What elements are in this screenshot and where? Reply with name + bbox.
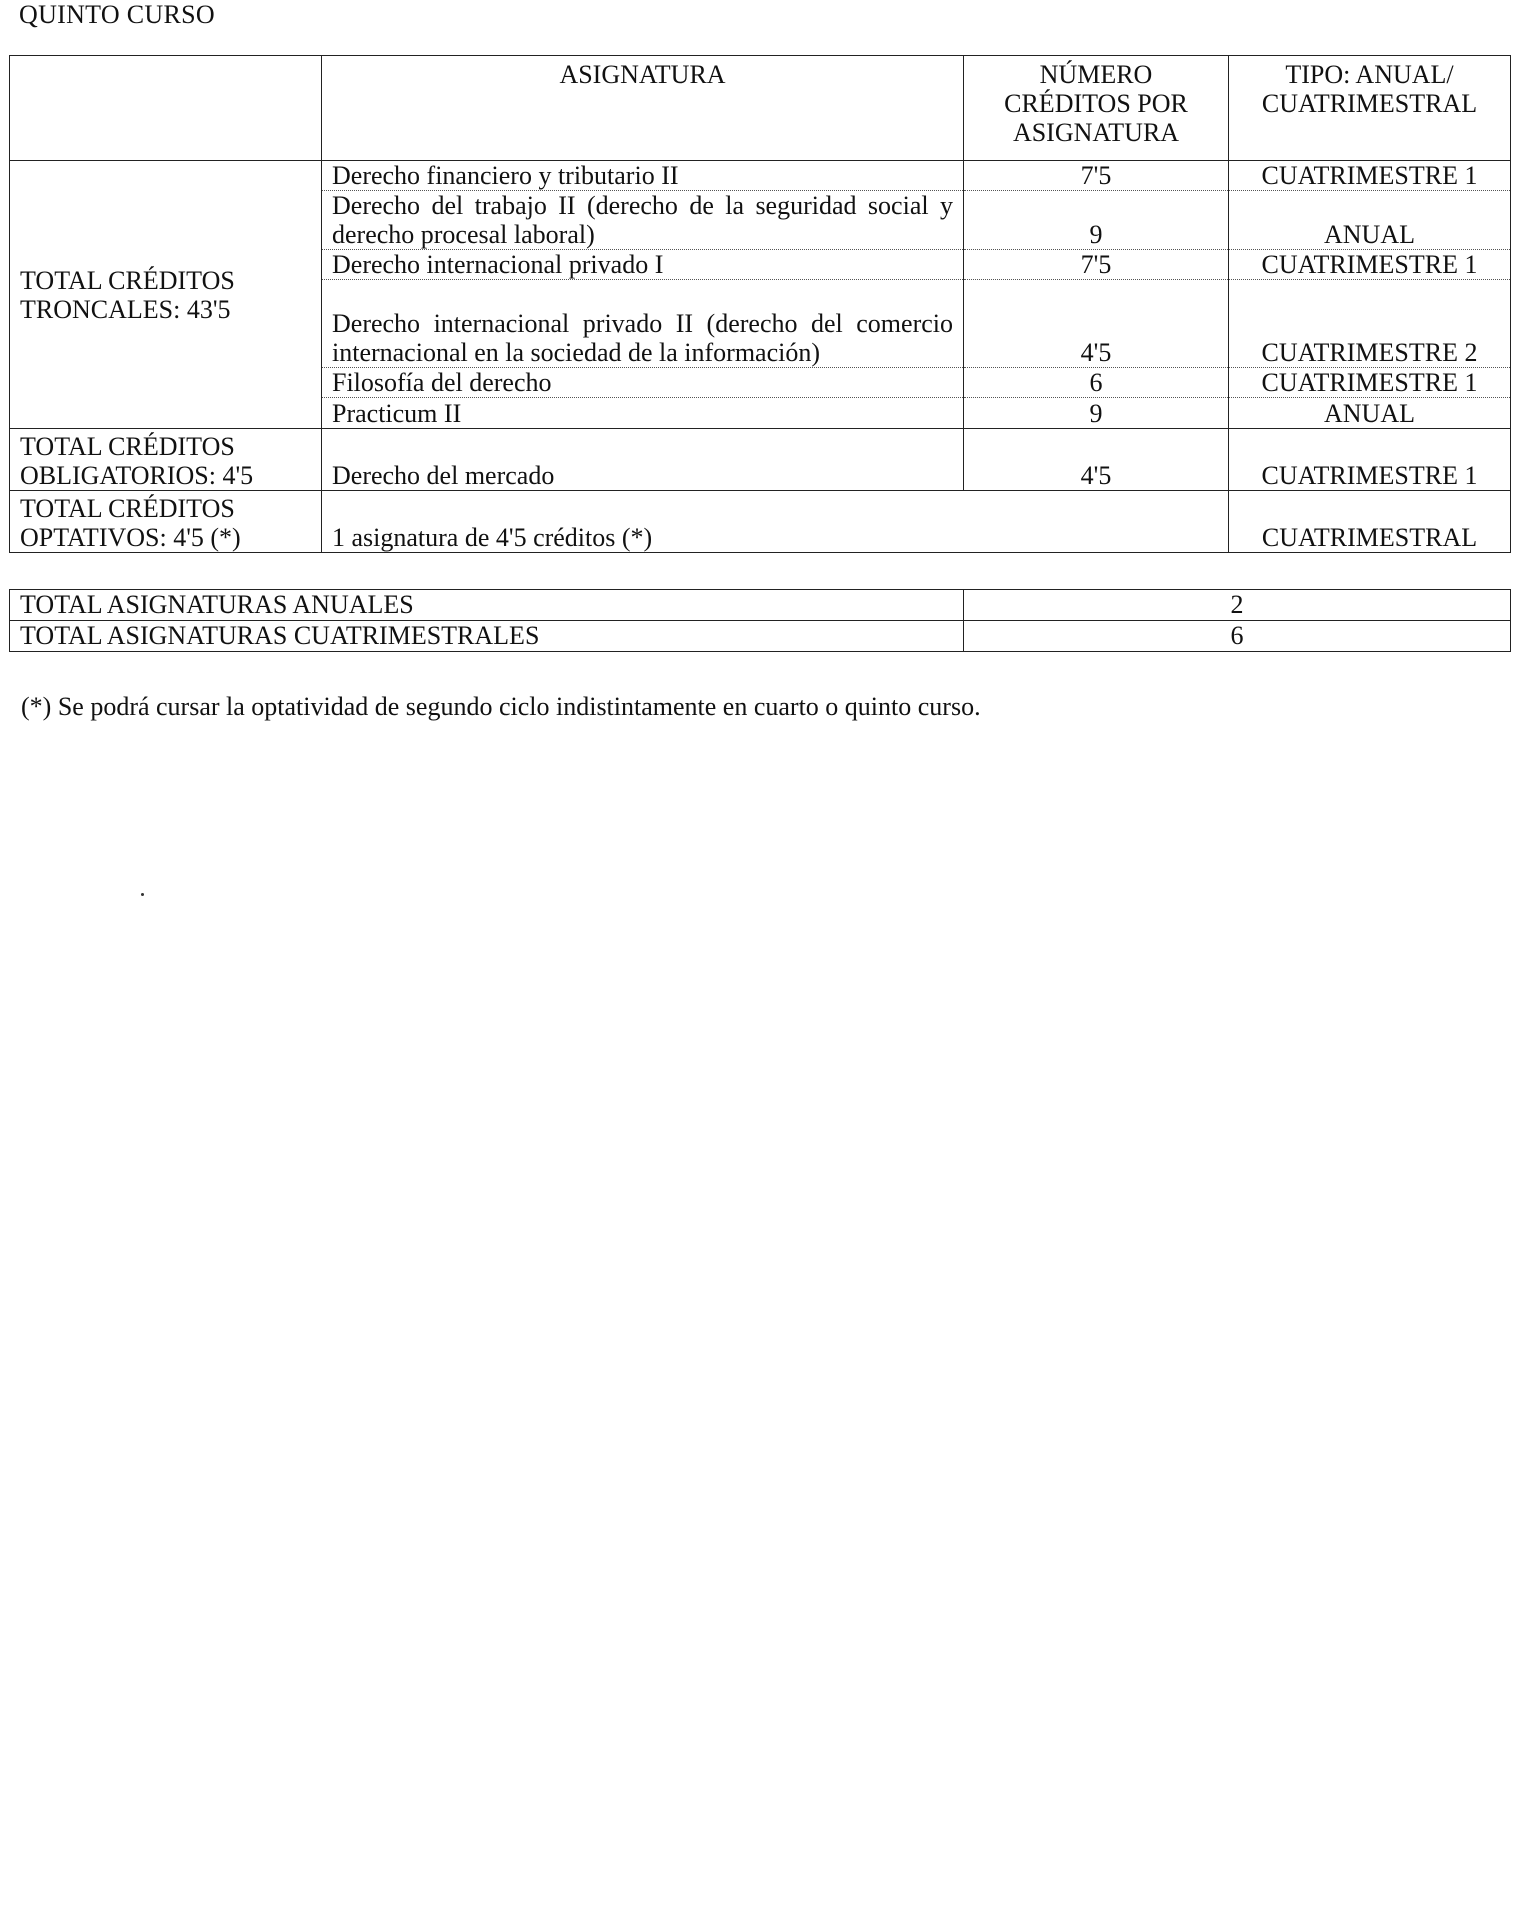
group-troncales: TOTAL CRÉDITOS TRONCALES: 43'5 bbox=[10, 161, 322, 429]
header-type: TIPO: ANUAL/ CUATRIMESTRAL bbox=[1229, 56, 1511, 161]
type-cell: CUATRIMESTRAL bbox=[1229, 491, 1511, 553]
subject-cell: Derecho financiero y tributario II bbox=[322, 161, 964, 191]
type-cell: ANUAL bbox=[1229, 398, 1511, 429]
subject-cell: Filosofía del derecho bbox=[322, 368, 964, 398]
credits-cell: 7'5 bbox=[964, 250, 1229, 280]
summary-value: 6 bbox=[964, 621, 1511, 652]
credits-cell: 9 bbox=[964, 398, 1229, 429]
page-title: QUINTO CURSO bbox=[19, 0, 215, 29]
type-cell: CUATRIMESTRE 1 bbox=[1229, 250, 1511, 280]
summary-value: 2 bbox=[964, 590, 1511, 621]
credits-cell bbox=[964, 491, 1229, 553]
subject-cell: Derecho internacional privado I bbox=[322, 250, 964, 280]
summary-table bbox=[9, 589, 1511, 652]
header-subject: ASIGNATURA bbox=[322, 56, 964, 161]
header-credits: NÚMERO CRÉDITOS POR ASIGNATURA bbox=[964, 56, 1229, 161]
type-cell: CUATRIMESTRE 1 bbox=[1229, 368, 1511, 398]
summary-row bbox=[10, 590, 1511, 621]
type-cell: CUATRIMESTRE 1 bbox=[1229, 161, 1511, 191]
credits-cell: 4'5 bbox=[964, 429, 1229, 491]
credits-cell: 7'5 bbox=[964, 161, 1229, 191]
subject-cell: Derecho del trabajo II (derecho de la seguridad social y derecho procesal laboral) bbox=[322, 191, 964, 250]
summary-label: TOTAL ASIGNATURAS ANUALES bbox=[10, 590, 964, 621]
subject-cell: Practicum II bbox=[322, 398, 964, 429]
summary-label: TOTAL ASIGNATURAS CUATRIMESTRALES bbox=[10, 621, 964, 652]
credits-cell: 9 bbox=[964, 191, 1229, 250]
type-cell: CUATRIMESTRE 1 bbox=[1229, 429, 1511, 491]
table-header-row bbox=[10, 56, 1511, 161]
group-optativos: TOTAL CRÉDITOS OPTATIVOS: 4'5 (*) bbox=[10, 491, 322, 553]
credits-cell: 4'5 bbox=[964, 280, 1229, 368]
scan-speck bbox=[141, 893, 144, 896]
subject-cell: Derecho del mercado bbox=[322, 429, 964, 491]
type-cell: ANUAL bbox=[1229, 191, 1511, 250]
subject-cell: Derecho internacional privado II (derecho del comercio internacional en la sociedad de la información) bbox=[322, 280, 964, 368]
type-cell: CUATRIMESTRE 2 bbox=[1229, 280, 1511, 368]
table-row bbox=[10, 161, 1511, 191]
footnote: (*) Se podrá cursar la optatividad de segundo ciclo indistintamente en cuarto o quinto curso. bbox=[21, 692, 981, 721]
summary-row bbox=[10, 621, 1511, 652]
subjects-table bbox=[9, 55, 1511, 553]
header-group bbox=[10, 56, 322, 161]
table-row bbox=[10, 491, 1511, 553]
table-row bbox=[10, 429, 1511, 491]
subject-cell: 1 asignatura de 4'5 créditos (*) bbox=[322, 491, 964, 553]
credits-cell: 6 bbox=[964, 368, 1229, 398]
group-obligatorios: TOTAL CRÉDITOS OBLIGATORIOS: 4'5 bbox=[10, 429, 322, 491]
